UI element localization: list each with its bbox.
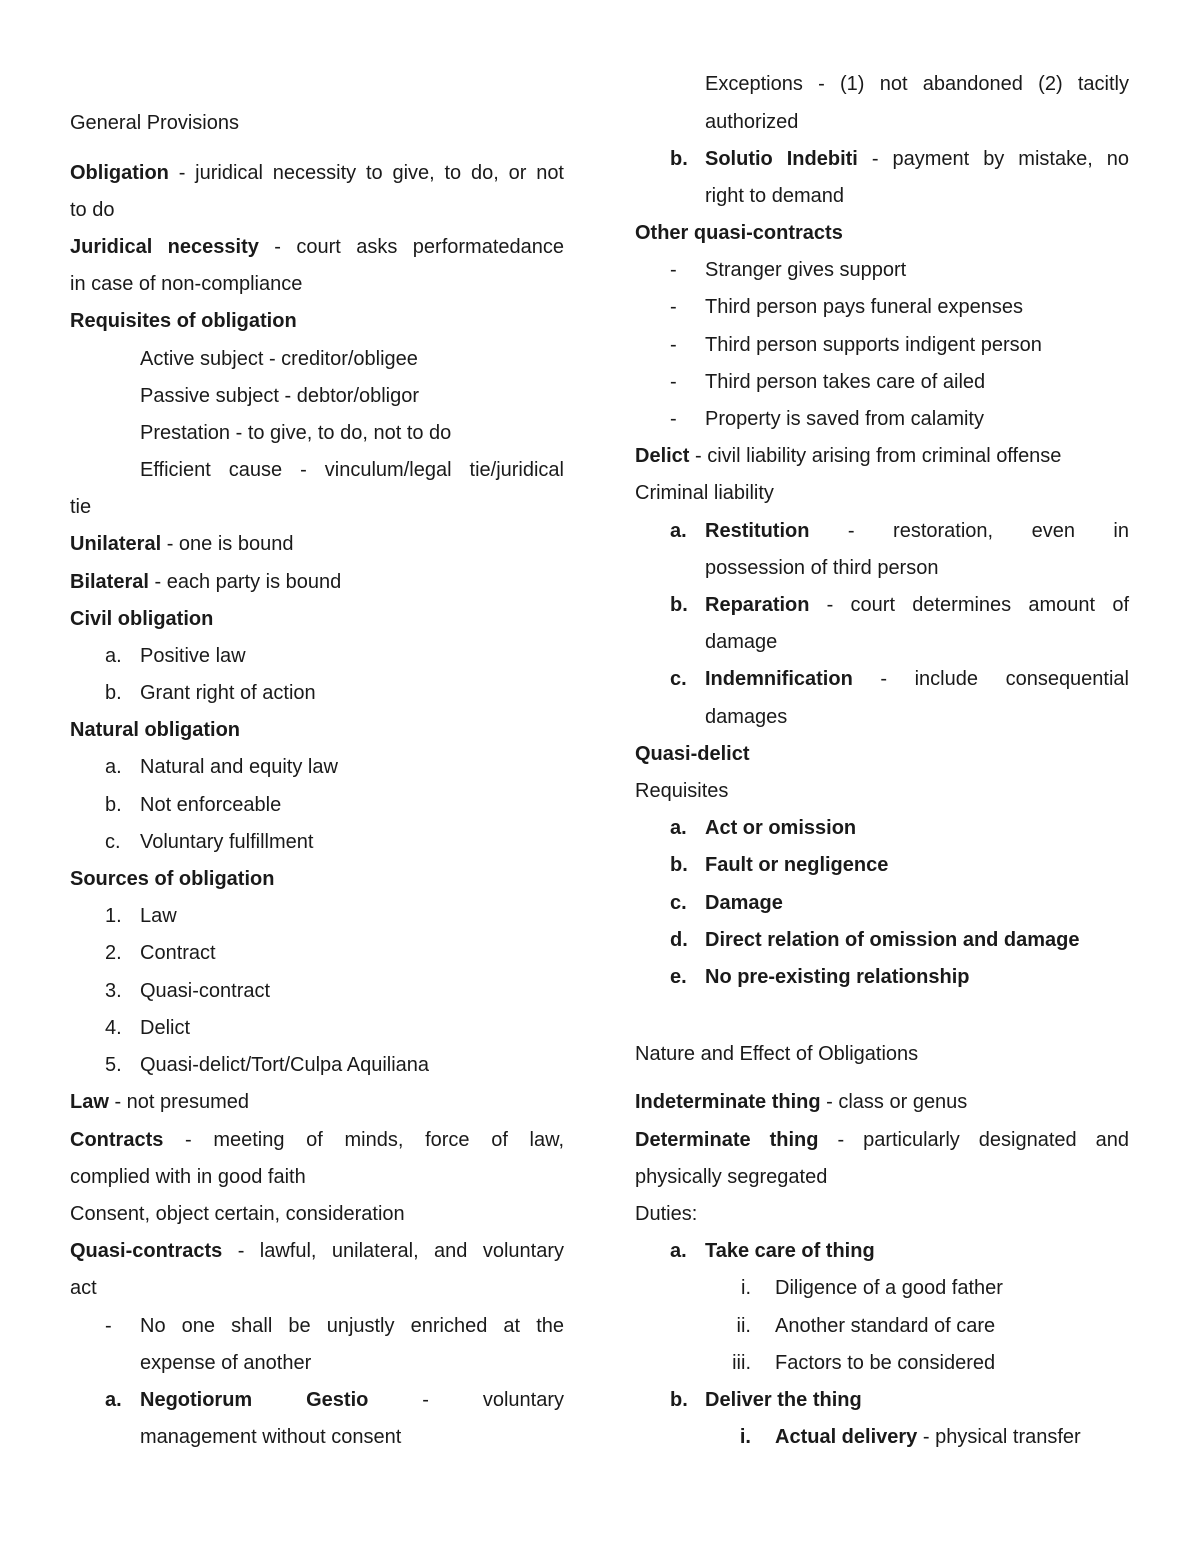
list-item: a. Natural and equity law	[105, 756, 338, 778]
quasi-contracts-def: Quasi-contracts - lawful, unilateral, and voluntary	[70, 1240, 564, 1262]
list-item: c. Damage	[670, 892, 783, 914]
bilateral-def: Bilateral - each party is bound	[70, 571, 342, 593]
section-heading-nature-effect: Nature and Effect of Obligations	[635, 1043, 919, 1065]
sources-title: Sources of obligation	[70, 868, 275, 890]
indeterminate-thing-def: Indeterminate thing - class or genus	[635, 1091, 968, 1113]
requisite-item: Passive subject - debtor/obligor	[140, 385, 420, 407]
list-item: c. Voluntary fulfillment	[105, 831, 314, 853]
sub-list-item: i. Diligence of a good father	[741, 1277, 1003, 1299]
requisite-item: Active subject - creditor/obligee	[140, 348, 418, 370]
list-item: - Property is saved from calamity	[670, 408, 984, 430]
solutio-indebiti-item: b. Solutio Indebiti - payment by mistake, no	[670, 148, 1129, 170]
exceptions-cont: authorized	[705, 111, 799, 133]
list-item: b. Fault or negligence	[670, 854, 889, 876]
restitution-item: a. Restitution - restoration, even in	[670, 520, 1129, 542]
determinate-thing-cont: physically segregated	[635, 1166, 828, 1188]
list-item: 1. Law	[105, 905, 177, 927]
list-item: a. Positive law	[105, 645, 246, 667]
juridical-necessity-def: Juridical necessity - court asks performatedance	[70, 236, 564, 258]
list-item: 2. Contract	[105, 942, 216, 964]
section-heading-general-provisions: General Provisions	[70, 112, 239, 134]
quasi-contracts-def-cont: act	[70, 1277, 97, 1299]
actual-delivery-item: i. Actual delivery - physical transfer	[739, 1426, 1081, 1448]
list-item: - Third person pays funeral expenses	[670, 296, 1023, 318]
reparation-cont: damage	[705, 631, 778, 653]
natural-obligation-title: Natural obligation	[70, 719, 240, 741]
determinate-thing-def: Determinate thing - particularly designated and	[635, 1129, 1129, 1151]
list-item: 3. Quasi-contract	[105, 980, 271, 1002]
obligation-def: Obligation - juridical necessity to give, to do, or not	[70, 162, 564, 184]
quasi-delict-title: Quasi-delict	[635, 743, 750, 765]
restitution-cont: possession of third person	[705, 557, 939, 579]
juridical-necessity-def-cont: in case of non-compliance	[70, 273, 303, 295]
list-item: d. Direct relation of omission and damage	[670, 929, 1080, 951]
requisites-title: Requisites of obligation	[70, 310, 297, 332]
list-item: b. Grant right of action	[105, 682, 316, 704]
law-def: Law - not presumed	[70, 1091, 249, 1113]
list-item: 5. Quasi-delict/Tort/Culpa Aquiliana	[105, 1054, 430, 1076]
list-item: - Stranger gives support	[670, 259, 907, 281]
civil-obligation-title: Civil obligation	[70, 608, 214, 630]
list-item: e. No pre-existing relationship	[670, 966, 970, 988]
solutio-indebiti-cont: right to demand	[705, 185, 844, 207]
duties-label: Duties:	[635, 1203, 698, 1225]
deliver-thing-item: b. Deliver the thing	[670, 1389, 862, 1411]
indemnification-cont: damages	[705, 706, 788, 728]
requisite-item: Prestation - to give, to do, not to do	[140, 422, 452, 444]
negotiorum-gestio-item: a. Negotiorum Gestio - voluntary	[105, 1389, 564, 1411]
negotiorum-gestio-cont: management without consent	[140, 1426, 402, 1448]
list-item: b. Not enforceable	[105, 794, 282, 816]
list-item: - Third person supports indigent person	[670, 334, 1042, 356]
requisite-item: Efficient cause - vinculum/legal tie/juridical	[140, 459, 564, 481]
reparation-item: b. Reparation - court determines amount of	[670, 594, 1129, 616]
other-quasi-contracts-title: Other quasi-contracts	[635, 222, 843, 244]
sub-list-item: iii. Factors to be considered	[732, 1352, 996, 1374]
sub-list-item: ii. Another standard of care	[736, 1315, 996, 1337]
criminal-liability-label: Criminal liability	[635, 482, 774, 504]
obligation-def-cont: to do	[70, 199, 115, 221]
list-item: a. Act or omission	[670, 817, 857, 839]
indemnification-item: c. Indemnification - include consequential	[670, 668, 1129, 690]
requisite-item-cont: tie	[70, 496, 92, 518]
unjust-enrichment-item: - No one shall be unjustly enriched at the	[105, 1315, 564, 1337]
consent-line: Consent, object certain, consideration	[70, 1203, 405, 1225]
list-item: - Third person takes care of ailed	[670, 371, 986, 393]
unilateral-def: Unilateral - one is bound	[70, 533, 294, 555]
exceptions-line: Exceptions - (1) not abandoned (2) tacitly	[705, 73, 1129, 95]
take-care-item: a. Take care of thing	[670, 1240, 875, 1262]
contracts-def: Contracts - meeting of minds, force of law,	[70, 1129, 564, 1151]
unjust-enrichment-cont: expense of another	[140, 1352, 312, 1374]
delict-def: Delict - civil liability arising from criminal offense	[635, 445, 1062, 467]
contracts-def-cont: complied with in good faith	[70, 1166, 306, 1188]
quasi-delict-requisites-label: Requisites	[635, 780, 729, 802]
list-item: 4. Delict	[105, 1017, 191, 1039]
